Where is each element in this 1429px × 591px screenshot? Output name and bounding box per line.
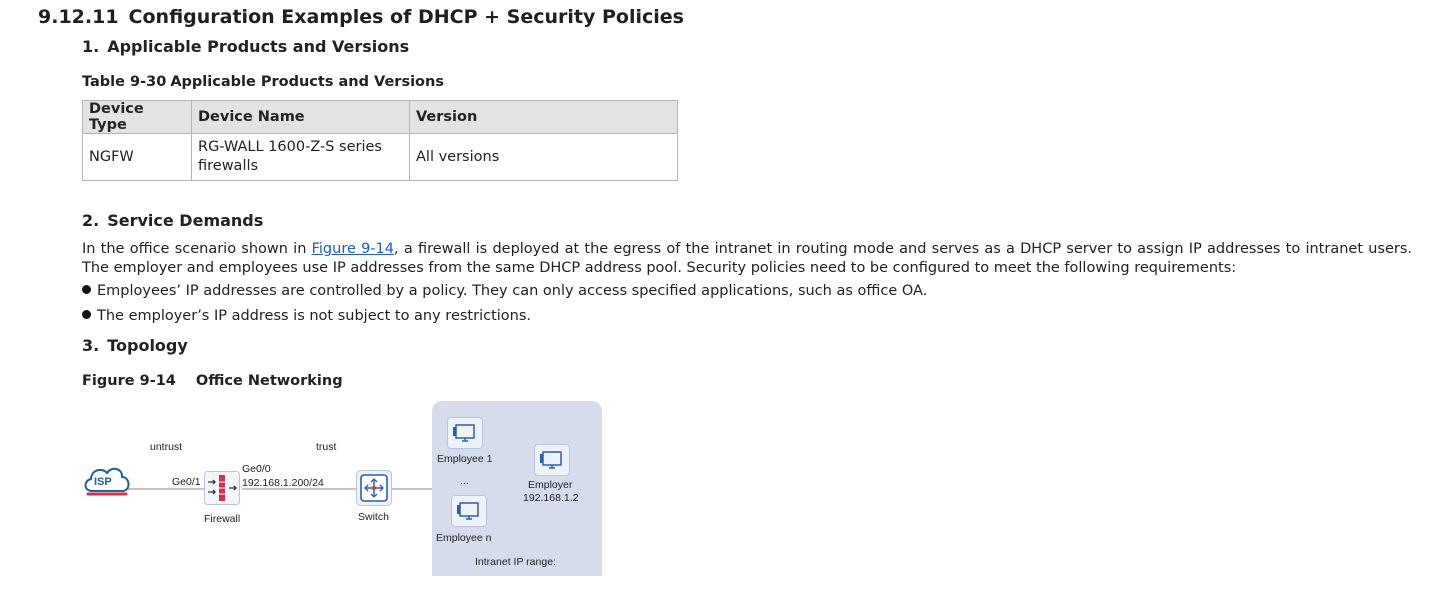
table-title: Applicable Products and Versions [170,74,444,90]
subheading-products [82,37,409,56]
section-title: Configuration Examples of DHCP + Security Policies [128,6,684,28]
figure-caption [82,373,343,389]
header-version: Version [410,101,678,134]
bullet-icon [82,285,91,294]
subheading-topology [82,336,188,355]
figure-title: Office Networking [195,373,343,389]
subheading-title: Topology [107,336,188,355]
paragraph-text: , a firewall is deployed at the egress of the intranet in routing mode and serves as a DHCP server to assign IP addresses to intranet users. The employer and employees use IP addresses from the same DHCP address pool. Security policies need to be configured to meet the following requirements: [82,241,1413,276]
employee-1-label: Employee 1 [437,453,493,465]
list-item [82,283,927,299]
device-name-line2: firewalls [198,158,259,174]
list-item-text: The employer’s IP address is not subject to any restrictions. [97,308,532,324]
employer-ip-label: 192.168.1.2 [523,492,579,504]
list-item [82,308,531,324]
demands-paragraph [82,240,1412,278]
computer-icon [535,445,569,475]
ge00-port-label: Ge0/0 [242,463,271,475]
firewall-label: Firewall [204,513,241,525]
subheading-title: Applicable Products and Versions [107,37,410,56]
cell-device-type: NGFW [83,134,192,181]
bullet-icon [82,310,91,319]
header-device-name: Device Name [192,101,410,134]
switch-icon [356,470,392,506]
list-item-text: Employees’ IP addresses are controlled by a policy. They can only access specified applications, such as office OA. [97,283,928,299]
device-name-line1: RG-WALL 1600-Z-S series [198,139,382,155]
cell-version: All versions [410,134,678,181]
table-row [83,134,678,181]
trust-zone-label: trust [316,441,337,453]
subheading-title: Service Demands [107,211,264,230]
employee-1-pc [447,417,483,449]
ge01-port-label: Ge0/1 [172,476,201,488]
cell-device-name [192,134,410,181]
computer-icon [452,496,486,526]
figure-label: Figure 9-14 [82,373,176,389]
table-header-row [83,101,678,134]
products-table [82,100,678,181]
computer-icon [448,418,482,448]
employee-n-label: Employee n [436,532,492,544]
employee-ellipsis: ... [460,475,469,487]
employer-pc [534,444,570,476]
figure-link[interactable]: Figure 9-14 [311,241,395,257]
header-device-type: Device Type [83,101,192,134]
table-label: Table 9-30 [82,74,167,90]
ge00-ip-label: 192.168.1.200/24 [242,477,324,489]
switch-label: Switch [358,511,389,523]
table-caption [82,74,444,90]
subheading-number: 1. [82,37,100,56]
untrust-zone-label: untrust [150,441,183,453]
isp-label: ISP [94,476,112,488]
topology-diagram [80,398,610,573]
subheading-number: 2. [82,211,100,230]
employer-label: Employer [528,479,573,491]
subheading-number: 3. [82,336,100,355]
intranet-range-label: Intranet IP range: [475,556,556,568]
firewall-icon [204,471,240,505]
section-heading [38,6,684,28]
employee-n-pc [451,495,487,527]
paragraph-text: In the office scenario shown in [82,241,312,257]
subheading-demands [82,211,263,230]
section-number: 9.12.11 [38,6,119,28]
